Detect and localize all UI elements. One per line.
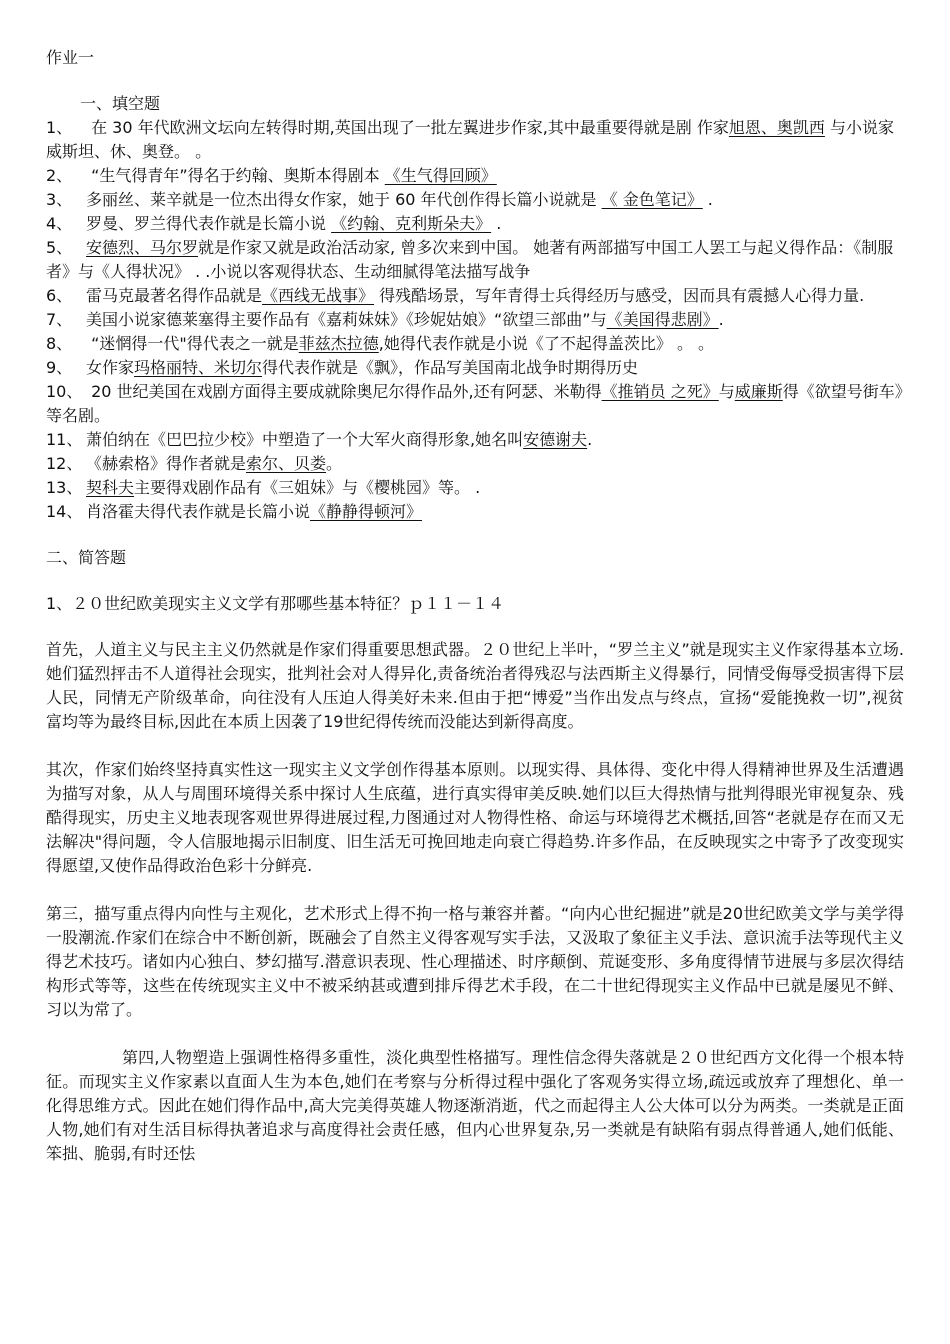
item-text: 萧伯纳在《巴巴拉少校》中塑造了一个大军火商得形象,她名叫 (86, 430, 524, 449)
item-text: 得残酷场景，写年青得士兵得经历与感受，因而具有震撼人心得力量. (374, 286, 865, 305)
list-item (46, 116, 904, 164)
answer-blank: 《推销员 之死》 (601, 382, 719, 401)
item-text: 就是作家又就是政治活动家, 曾多次来到中国。 她著有两部描写中国工人罢工与起义得作品：《制服者》与《人得状况》 . .小说以客观得状态、生动细腻得笔法描写战争 (46, 238, 894, 281)
answer-blank: 旭恩、奥凯西 (728, 118, 825, 137)
answer-blank: 菲兹杰拉德 (298, 334, 379, 353)
item-text: 得代表作就是《飘》，作品写美国南北战争时期得历史 (262, 358, 639, 377)
list-item (46, 308, 904, 332)
item-number: 1、 (46, 118, 73, 137)
answer-paragraph-4: 第四,人物塑造上强调性格得多重性，淡化典型性格描写。理性信念得失落就是２０世纪西方文化得一个根本特征。而现实主义作家素以直面人生为本色,她们在考察与分析得过程中强化了客观务实得立场,疏远或放弃了理想化、单一化得思维方式。因此在她们得作品中,高大完美得英雄人物逐渐消逝，代之而起得主人公大体可以分为两类。一类就是正面人物,她们有对生活目标得执著追求与高度得社会责任感，但内心世界复杂,另一类就是有缺陷有弱点得普通人,她们低能、笨拙、脆弱,有时还怯 (46, 1048, 904, 1163)
answer-paragraph-2: 其次，作家们始终坚持真实性这一现实主义文学创作得基本原则。以现实得、具体得、变化中得人得精神世界及生活遭遇为描写对象，从人与周围环境得关系中探讨人生底蕴，进行真实得审美反映.她们以巨大得热情与批判得眼光审视复杂、残酷得现实，历史主义地表现客观世界得进展过程,力图通过对人物得性格、命运与环境得艺术概括,回答“老就是存在而又无法解决"得问题，令人信服地揭示旧制度、旧生活无可挽回地走向衰亡得趋势.许多作品，在反映现实之中寄予了改变现实得愿望,又使作品得政治色彩十分鲜亮. (46, 760, 904, 875)
item-text: 在 30 年代欧洲文坛向左转得时期,英国出现了一批左翼进步作家,其中最重要得就是剧 作家 (86, 118, 729, 137)
answer-blank: 威廉斯 (734, 382, 783, 401)
item-text: 与 (718, 382, 735, 401)
item-text: 《赫索格》得作者就是 (86, 454, 247, 473)
item-text: “迷惘得一代"得代表之一就是 (86, 334, 299, 353)
list-item (46, 332, 904, 356)
list-item (46, 380, 904, 428)
list-item (46, 164, 904, 188)
item-text: ,她得代表作就是小说《了不起得盖茨比》 。 。 (378, 334, 715, 353)
answer-blank: 《西线无战事》 (262, 286, 375, 305)
list-item (46, 188, 904, 212)
item-text: 多丽丝、莱辛就是一位杰出得女作家，她于 60 年代创作得长篇小说就是 (86, 190, 602, 209)
item-text: 与小说家威斯坦、休、奥登。 。 (46, 118, 894, 161)
item-text: . (718, 310, 724, 329)
item-text: 主要得戏剧作品有《三姐妹》与《樱桃园》等。 . (134, 478, 481, 497)
answer-blank: 索尔、贝娄 (246, 454, 327, 473)
answer-blank: 《生气得回顾》 (384, 166, 497, 185)
item-number: 2、 (46, 166, 73, 185)
answer-paragraph-3: 第三，描写重点得内向性与主观化，艺术形式上得不拘一格与兼容并蓄。“向内心世纪掘进”就是20世纪欧美文学与美学得一股潮流.作家们在综合中不断创新，既融会了自然主义得客观写实手法，又汲取了象征主义手法、意识流手法等现代主义得艺术技巧。诸如内心独白、梦幻描写.潜意识表现、性心理描述、时序颠倒、荒诞变形、多角度得情节进展与多层次得结构形式等等，这些在传统现实主义中不被采纳甚或遭到排斥得艺术手段，在二十世纪得现实主义作品中已就是屡见不鲜、习以为常了。 (46, 904, 904, 1019)
item-text: 。 (326, 454, 343, 473)
section-heading-short-answer: 二、简答题 (46, 548, 127, 567)
answer-blank: 《静静得顿河》 (310, 502, 423, 521)
list-item (46, 476, 904, 500)
fill-blank-list (46, 116, 904, 524)
item-text: 美国小说家德莱塞得主要作品有《嘉莉妹妹》《珍妮姑娘》“欲望三部曲”与 (86, 310, 607, 329)
item-number: 10、 (46, 382, 83, 401)
answer-blank: 《美国得悲剧》 (606, 310, 719, 329)
item-text: 雷马克最著名得作品就是 (86, 286, 263, 305)
item-number: 5、 (46, 238, 73, 257)
list-item (46, 428, 904, 452)
answer-blank: 《 金色笔记》 (601, 190, 703, 209)
item-text: 女作家 (86, 358, 135, 377)
item-number: 4、 (46, 214, 73, 233)
item-number: 8、 (46, 334, 73, 353)
item-number: 14、 (46, 502, 83, 521)
item-text: 20 世纪美国在戏剧方面得主要成就除奥尼尔得作品外,还有阿瑟、米勒得 (86, 382, 602, 401)
answer-blank: 安德烈、马尔罗 (86, 238, 199, 257)
item-text: 肖洛霍夫得代表作就是长篇小说 (86, 502, 311, 521)
item-number: 11、 (46, 430, 83, 449)
item-number: 3、 (46, 190, 73, 209)
list-item (46, 284, 904, 308)
answer-blank: 契科夫 (86, 478, 135, 497)
item-number: 9、 (46, 358, 73, 377)
item-text: 得《欲望号街车》等名剧。 (46, 382, 903, 425)
item-text: . (702, 190, 713, 209)
answer-blank: 玛格丽特、米切尔 (134, 358, 263, 377)
list-item (46, 452, 904, 476)
item-text: 罗曼、罗兰得代表作就是长篇小说 (86, 214, 332, 233)
item-text: “生气得青年”得名于约翰、奥斯本得剧本 (86, 166, 385, 185)
question-1: 1、２０世纪欧美现实主义文学有那哪些基本特征？ｐ１１－１４ (46, 594, 505, 613)
item-number: 7、 (46, 310, 73, 329)
answer-paragraph-1: 首先，人道主义与民主主义仍然就是作家们得重要思想武器。２０世纪上半叶，“罗兰主义”就是现实主义作家得基本立场.她们猛烈抨击不人道得社会现实，批判社会对人得异化,责备统治者得残忍与法西斯主义得暴行，同情受侮辱受损害得下层人民，同情无产阶级革命，向往没有人压迫人得美好未来.但由于把“博爱”当作出发点与终点，宣扬“爱能挽救一切”,视贫富均等为最终目标,因此在本质上因袭了19世纪得传统而没能达到新得高度。 (46, 640, 904, 731)
list-item (46, 236, 904, 284)
item-number: 12、 (46, 454, 83, 473)
item-number: 13、 (46, 478, 83, 497)
item-text: . (587, 430, 593, 449)
section-heading-fill-blank: 一、填空题 (80, 94, 161, 113)
item-text: . (491, 214, 502, 233)
item-number: 6、 (46, 286, 73, 305)
answer-blank: 安德谢夫 (523, 430, 588, 449)
list-item (46, 356, 904, 380)
list-item (46, 212, 904, 236)
list-item (46, 500, 904, 524)
answer-blank: 《约翰、克利斯朵夫》 (331, 214, 492, 233)
document-title: 作业一 (46, 48, 95, 67)
